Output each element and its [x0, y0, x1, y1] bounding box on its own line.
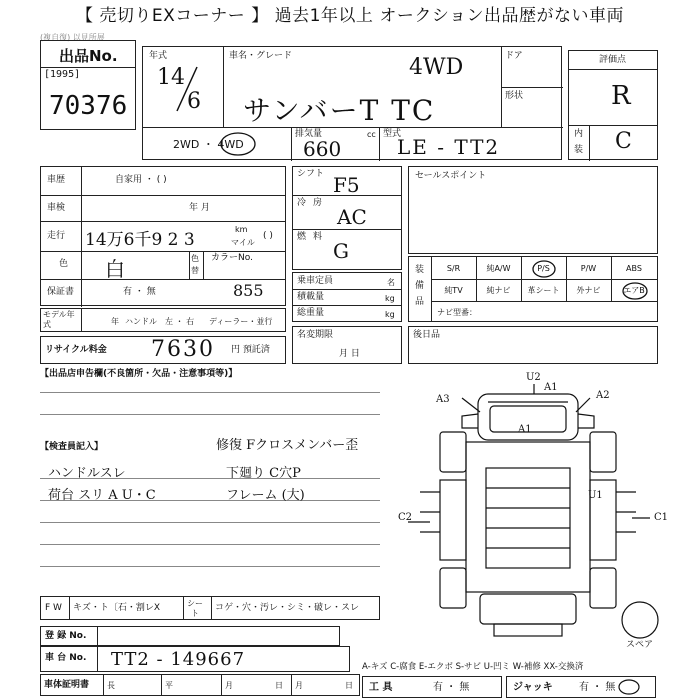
history-value: 自家用 ・ ( ) — [115, 175, 167, 185]
mark-a2: A2 — [596, 390, 610, 401]
equip-leather: 革シート — [527, 286, 560, 295]
drive-circle — [219, 131, 257, 157]
score-label: 評価点 — [599, 55, 627, 65]
dealer-label: ディーラー・並行 — [209, 317, 273, 326]
chassis-value: TT2 - 149667 — [111, 649, 246, 670]
cert-cell-2: 平 — [165, 681, 173, 690]
equip-label-1: 装 — [415, 265, 425, 275]
inspector-label: 【検査員記入】 — [40, 442, 104, 452]
mark-c2: C2 — [398, 512, 413, 523]
mark-u2: U2 — [526, 372, 541, 383]
inspector-line-1: ハンドルスレ — [48, 466, 126, 481]
shift-value: F5 — [333, 173, 360, 197]
shape-label: 形状 — [505, 91, 524, 101]
drive-option: 2WD ・ 4WD — [173, 138, 244, 151]
equip-label-3: 品 — [415, 297, 425, 307]
tools-value: 有 ・ 無 — [433, 682, 470, 693]
name-label: 車名・グレード — [229, 51, 293, 61]
cert-cell-5: 月 — [295, 681, 303, 690]
reg-change-box — [292, 326, 402, 364]
mark-u1: U1 — [588, 490, 603, 501]
seller-label: 【出品店申告欄(不良箇所・欠品・注意事項等)】 — [40, 369, 238, 379]
tools-row — [362, 676, 502, 698]
equip-navi: 純ナビ — [486, 286, 511, 295]
displacement-value: 660 — [303, 137, 342, 161]
vehicle-damage-diagram — [400, 372, 690, 642]
reg-change-label: 名変期限 — [297, 330, 334, 340]
inspection-value: 年 月 — [189, 203, 210, 213]
left-info-box — [40, 166, 286, 306]
recycle-label: リサイクル料金 — [45, 345, 107, 355]
sales-point-box — [408, 166, 658, 254]
reg-label: 登 録 No. — [45, 631, 87, 641]
year-slash — [173, 65, 203, 115]
seat-value: コゲ・穴・汚レ・シミ・破レ・スレ — [215, 603, 360, 613]
faded-label: (複自復) 以見所展 — [40, 33, 105, 42]
jack-none-circle — [617, 678, 641, 696]
jack-value: 有 ・ 無 — [579, 682, 616, 693]
color-no-label: カラーNo. — [211, 253, 253, 263]
equip-alloy: 純A/W — [486, 264, 511, 273]
model-label: 型式 — [383, 129, 402, 139]
tools-label: 工 具 — [369, 682, 393, 693]
cert-row — [40, 674, 360, 696]
displacement-label: 排気量 — [295, 129, 323, 139]
interior-value: C — [615, 129, 632, 154]
chassis-row — [40, 646, 350, 672]
mileage-value: 14万6千9 2 3 — [85, 230, 195, 250]
score-box — [568, 50, 658, 160]
after-label: 後日品 — [413, 330, 441, 340]
color-swap-2: 替 — [191, 266, 199, 275]
chassis-label: 車 台 No. — [45, 653, 87, 663]
steering-value: 左 ・ 右 — [165, 317, 195, 326]
page-header: 【 売切りEXコーナー 】 過去1年以上 オークション出品歴がない車両 — [0, 0, 700, 32]
equip-abs: ABS — [626, 264, 642, 273]
color-swap-1: 色 — [191, 254, 199, 263]
ac-label-2: 房 — [313, 198, 323, 208]
model-year-unit: 年 — [111, 317, 119, 326]
fuel-label-2: 料 — [313, 232, 323, 242]
ac-label-1: 冷 — [297, 198, 307, 208]
jack-label: ジャッキ — [513, 682, 553, 693]
load-unit: kg — [385, 294, 395, 303]
vehicle-top-box — [142, 46, 562, 160]
mark-c1: C1 — [654, 512, 669, 523]
mark-a3: A3 — [436, 394, 450, 405]
color-label: 色 — [59, 259, 69, 269]
gross-unit: kg — [385, 310, 395, 319]
capacity-unit: 名 — [387, 278, 395, 287]
jack-row — [506, 676, 656, 698]
score-value: R — [611, 81, 631, 111]
color-no-value: 855 — [233, 281, 264, 300]
equip-label-2: 備 — [415, 281, 425, 291]
name-drive: 4WD — [409, 55, 464, 80]
inspector-line-3: 下廻り C穴P — [226, 466, 301, 481]
cert-cell-1: 長 — [107, 681, 115, 690]
gross-label: 総重量 — [297, 308, 325, 318]
model-value: LE - TT2 — [397, 135, 501, 159]
equip-ext-navi: 外ナビ — [576, 286, 601, 295]
model-year-label: モデル年式 — [43, 310, 75, 329]
mid-info-box — [292, 166, 402, 270]
equip-pw: P/W — [580, 264, 597, 273]
fuel-value: G — [333, 239, 349, 263]
fw-value: キズ・ト〔石・割レX — [73, 603, 160, 613]
seat-label-1: シー — [187, 599, 203, 608]
lot-number: 70376 — [49, 91, 128, 121]
seat-label-2: ト — [191, 609, 199, 618]
interior-label-2: 装 — [574, 145, 584, 155]
inspector-note-top: 修復 Fクロスメンバー歪 — [216, 438, 359, 453]
lot-box — [40, 40, 136, 130]
equip-airbag: エアB — [623, 286, 645, 295]
ps-circle — [531, 259, 557, 279]
inspector-line-2: 荷台 スリ A U・C — [48, 488, 156, 503]
cert-label: 車体証明書 — [44, 680, 90, 690]
color-value: 白 — [105, 257, 125, 281]
inspection-label: 車検 — [47, 203, 66, 213]
capacity-label: 乗車定員 — [297, 276, 334, 286]
after-items-box — [408, 326, 658, 364]
warranty-label: 保証書 — [47, 287, 75, 297]
equip-ps: P/S — [537, 264, 550, 273]
fw-seat-row — [40, 596, 380, 620]
recycle-value: 7630 — [151, 337, 215, 362]
warranty-value: 有 ・ 無 — [123, 287, 156, 297]
cert-cell-3: 月 — [225, 681, 233, 690]
lot-label: 出品No. — [59, 47, 118, 65]
inspector-line-4: フレーム (大) — [226, 488, 305, 503]
lot-year: [1995] — [44, 69, 81, 80]
nav-label: ナビ型番： — [437, 308, 477, 317]
history-label: 車歴 — [47, 175, 66, 185]
steering-label: ハンドル — [125, 317, 157, 326]
reg-row — [40, 626, 340, 646]
recycle-row — [40, 336, 286, 364]
reg-change-value: 月 日 — [339, 349, 360, 359]
equipment-box — [408, 256, 658, 322]
mileage-paren: ( ) — [263, 231, 273, 241]
interior-label-1: 内 — [574, 129, 584, 139]
fw-label: F W — [45, 603, 62, 613]
sales-point-label: セールスポイント — [415, 171, 487, 181]
year-value-top: 14 — [157, 65, 185, 90]
year-label: 年式 — [149, 51, 168, 61]
mark-a1-cab: A1 — [518, 424, 532, 435]
equip-sr: S/R — [446, 264, 461, 273]
mileage-unit-km: km — [235, 225, 248, 234]
airbag-circle — [621, 281, 649, 301]
damage-legend: A-キズ C-腐食 E-エクボ S-サビ U-凹ミ W-補修 XX-交換済 — [362, 662, 584, 672]
mark-a1-top: A1 — [544, 382, 558, 393]
cert-cell-4: 日 — [275, 681, 283, 690]
name-value: サンバーT TC — [243, 94, 436, 127]
ac-value: AC — [337, 205, 367, 229]
displacement-unit: cc — [367, 130, 376, 139]
capacity-box — [292, 272, 402, 322]
mileage-unit-mile: マイル — [231, 238, 255, 247]
year-value-bottom: 6 — [187, 89, 201, 114]
mileage-label: 走行 — [47, 231, 66, 241]
door-label: ドア — [505, 51, 523, 61]
equip-tv: 純TV — [444, 286, 463, 295]
fuel-label-1: 燃 — [297, 232, 307, 242]
model-year-row — [40, 308, 286, 332]
cert-cell-6: 日 — [345, 681, 353, 690]
recycle-unit: 円 預託済 — [231, 345, 270, 355]
shift-label: シフト — [297, 169, 325, 179]
spare-label: スペア — [626, 640, 654, 650]
load-label: 積載量 — [297, 292, 325, 302]
